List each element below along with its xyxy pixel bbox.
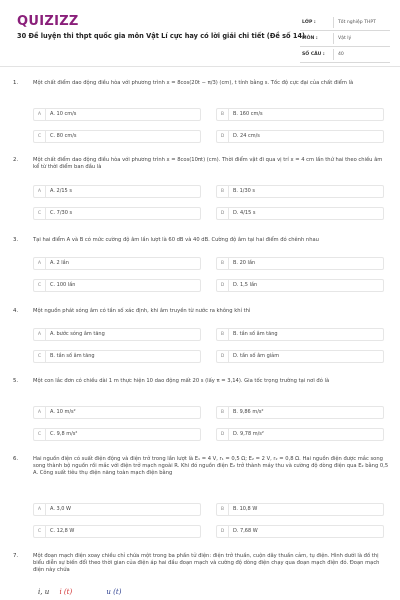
option-c[interactable]: C C. 9,8 m/s² xyxy=(33,428,201,441)
option-d[interactable]: D D. 4/15 s xyxy=(216,207,384,220)
option-c[interactable]: C C. 80 cm/s xyxy=(33,130,201,143)
meta-value: Vật lý xyxy=(338,36,352,41)
option-b[interactable]: B B. 10,8 W xyxy=(216,503,384,516)
question-text: Hai nguồn điện có suất điện động và điện trở trong lần lượt là E₁ = 4 V, r₁ = 0,5 Ω; E₂ = 2 V, r₂ = 0,8 Ω. Hai nguồn điện được mắc song song thành bộ nguồn rồi mắc với điện trở mạch ngoài R. Khi đó nguồn điện E₂ trở thành máy thu và cường độ dòng điện qua E₂ bằng 0,5 A. Công suất tiêu thụ điện năng toàn mạch điện bằng xyxy=(33,456,389,477)
question-text: Một đoạn mạch điện xoay chiều chỉ chứa một trong ba phần tử điện: điện trở thuần, cuộn dây thuần cảm, tụ điện. Hình dưới là đồ thị biểu diễn sự biến đổi theo thời gian của điện áp hai đầu đoạn mạch và cường độ dòng điện chạy qua đoạn mạch điện đó. Đoạn mạch điện này chứa xyxy=(33,553,380,574)
meta-key: MÔN : xyxy=(302,36,318,41)
option-d[interactable]: D D. 1,5 lần xyxy=(216,279,384,292)
meta-table xyxy=(300,15,390,63)
question-number: 5. xyxy=(13,378,19,384)
meta-key: SỐ CÂU : xyxy=(302,52,325,57)
meta-row-count xyxy=(300,47,390,63)
option-b[interactable]: B B. tần số âm tăng xyxy=(216,328,384,341)
question-text: Một con lắc đơn có chiều dài 1 m thực hiện 10 dao động mất 20 s (lấy π = 3,14). Gia tốc trọng trường tại nơi đó là xyxy=(33,378,330,384)
meta-row-subject xyxy=(300,31,390,47)
option-b[interactable]: B B. 160 cm/s xyxy=(216,108,384,121)
option-d[interactable]: D D. 9,78 m/s² xyxy=(216,428,384,441)
option-c[interactable]: C C. 12,8 W xyxy=(33,525,201,538)
meta-value: Tốt nghiệp THPT xyxy=(338,20,376,25)
option-c[interactable]: C C. 100 lần xyxy=(33,279,201,292)
option-b[interactable]: B B. 20 lần xyxy=(216,257,384,270)
option-d[interactable]: D D. tần số âm giảm xyxy=(216,350,384,363)
question-text: Một nguồn phát sóng âm có tần số xác định, khi âm truyền từ nước ra không khí thì xyxy=(33,308,251,314)
option-a[interactable]: A A. 10 cm/s xyxy=(33,108,201,121)
option-a[interactable]: A A. 3,0 W xyxy=(33,503,201,516)
question-number: 2. xyxy=(13,157,19,163)
graph-labels xyxy=(38,588,158,600)
option-b[interactable]: B B. 1/30 s xyxy=(216,185,384,198)
graph-current-label: i (t) xyxy=(59,588,73,596)
document-title: 30 Đề luyện thi thpt quốc gia môn Vật Lí cực hay có lời giải chi tiết (Đề số 14) xyxy=(17,32,306,40)
meta-key: LỚP : xyxy=(302,20,316,25)
question-number: 1. xyxy=(13,80,19,86)
meta-value: 40 xyxy=(338,52,344,57)
option-d[interactable]: D D. 24 cm/s xyxy=(216,130,384,143)
option-a[interactable]: A A. 2 lần xyxy=(33,257,201,270)
option-a[interactable]: A A. 10 m/s² xyxy=(33,406,201,419)
question-number: 3. xyxy=(13,237,19,243)
question-number: 7. xyxy=(13,553,19,559)
header-divider xyxy=(0,66,400,67)
option-a[interactable]: A A. bước sóng âm tăng xyxy=(33,328,201,341)
page-header xyxy=(0,0,400,62)
quizizz-logo: QUIZIZZ xyxy=(17,14,79,29)
option-c[interactable]: C B. tần số âm tăng xyxy=(33,350,201,363)
option-d[interactable]: D D. 7,68 W xyxy=(216,525,384,538)
question-text: Một chất điểm dao động điều hòa với phương trình x = 8cos(20t − π/3) (cm), t tính bằng s. Tốc độ cực đại của chất điểm là xyxy=(33,80,354,86)
graph-voltage-label: u (t) xyxy=(106,588,122,596)
graph-axis-label: i, u xyxy=(38,588,50,596)
question-number: 6. xyxy=(13,456,19,462)
question-number: 4. xyxy=(13,308,19,314)
option-c[interactable]: C C. 7/30 s xyxy=(33,207,201,220)
meta-row-class xyxy=(300,15,390,31)
question-text: Tại hai điểm A và B có mức cường độ âm lần lượt là 60 dB và 40 dB. Cường độ âm tại hai điểm đó chênh nhau xyxy=(33,237,319,243)
option-b[interactable]: B B. 9,86 m/s² xyxy=(216,406,384,419)
option-a[interactable]: A A. 2/15 s xyxy=(33,185,201,198)
question-text: Một chất điểm dao động điều hòa với phương trình x = 8cos(10πt) (cm). Thời điểm vật đi qua vị trí x = 4 cm lần thứ hai theo chiều âm kể từ thời điểm ban đầu là xyxy=(33,157,383,171)
